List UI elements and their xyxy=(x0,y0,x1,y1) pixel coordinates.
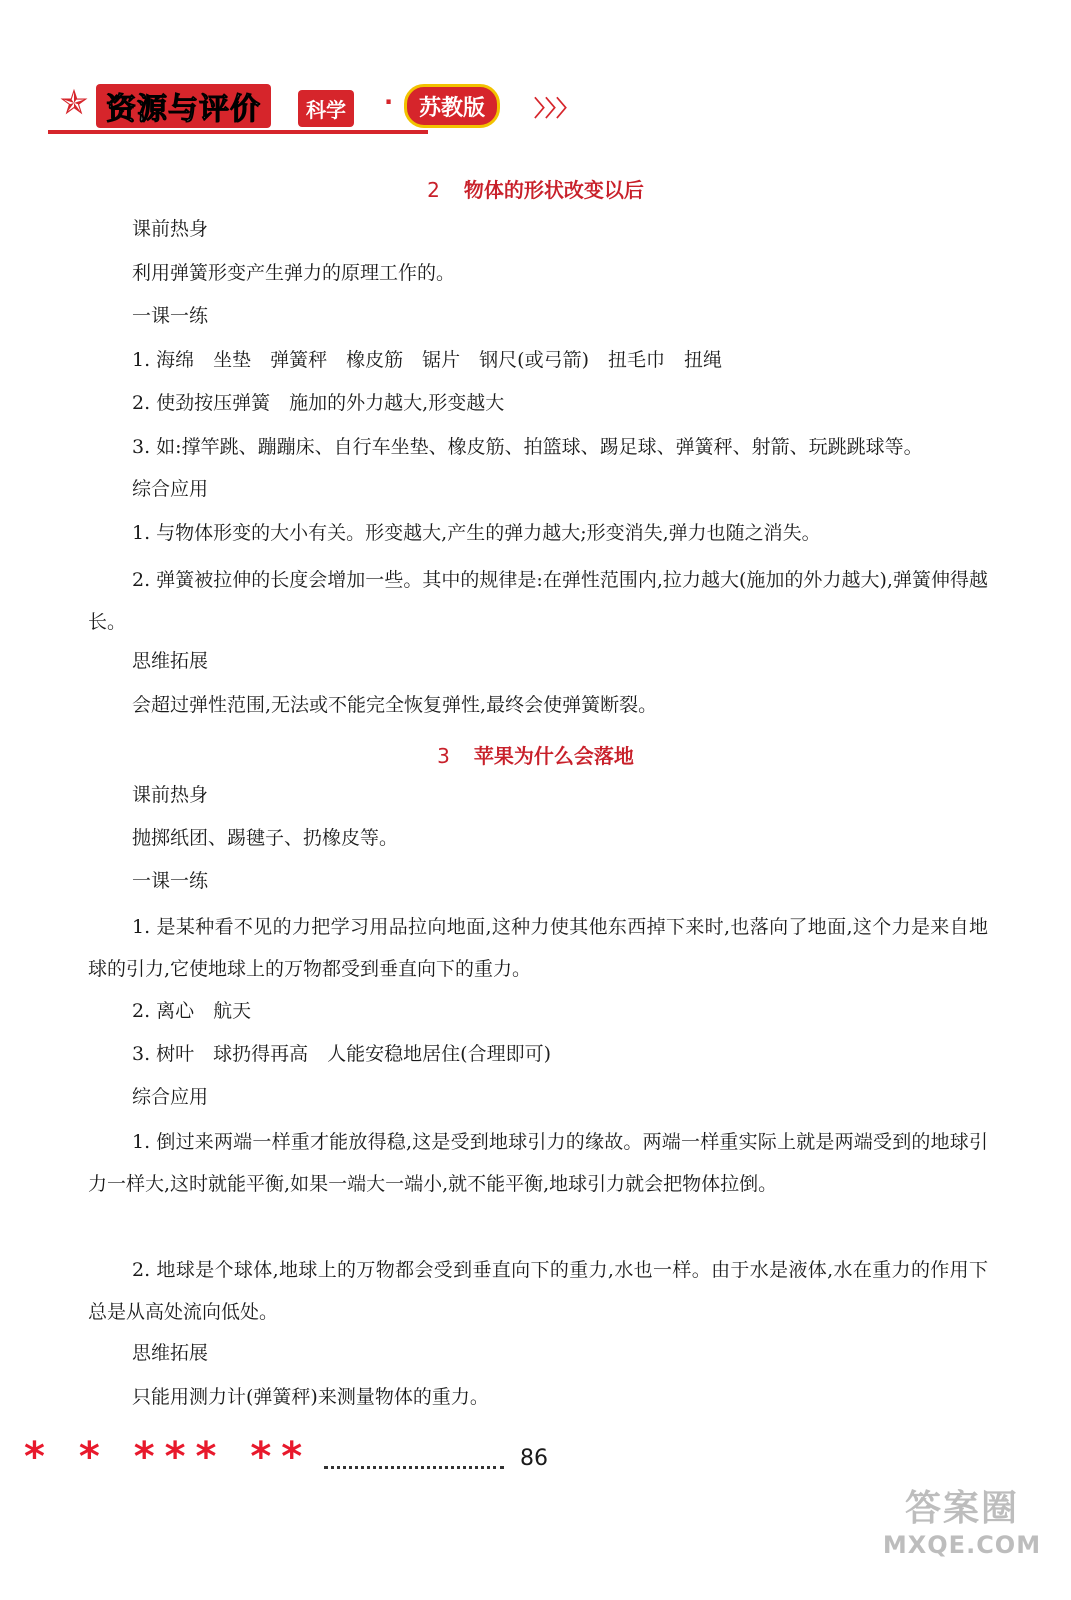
chevron-right-icon: 〉〉〉 xyxy=(534,97,579,122)
extend-heading: 思维拓展 xyxy=(132,650,209,672)
star-decoration-icon: * * *** ** xyxy=(24,1434,313,1480)
section-number: 3 xyxy=(437,744,450,768)
extend-heading: 思维拓展 xyxy=(132,1342,209,1364)
warmup-answer: 利用弹簧形变产生弹力的原理工作的。 xyxy=(132,262,456,284)
watermark-logo: 答案圈 xyxy=(904,1488,1019,1529)
title-separator: · xyxy=(384,88,394,116)
warmup-answer: 抛掷纸团、踢毽子、扔橡皮等。 xyxy=(132,827,399,849)
apply-answer: 1. 与物体形变的大小有关。形变越大,产生的弹力越大;形变消失,弹力也随之消失。 xyxy=(132,522,821,544)
subject-label: 科学 xyxy=(298,90,354,127)
extend-answer: 只能用测力计(弹簧秤)来测量物体的重力。 xyxy=(132,1386,489,1408)
apply-heading: 综合应用 xyxy=(132,478,209,500)
section-title xyxy=(0,740,1071,769)
apply-heading: 综合应用 xyxy=(132,1086,209,1108)
practice-answer: 3. 如:撑竿跳、蹦蹦床、自行车坐垫、橡皮筋、拍篮球、踢足球、弹簧秤、射箭、玩跳跳球等。 xyxy=(132,436,923,458)
section-number: 2 xyxy=(427,178,440,202)
page-footer xyxy=(24,1434,644,1494)
header-underline xyxy=(48,130,428,134)
practice-answer: 3. 树叶 球扔得再高 人能安稳地居住(合理即可) xyxy=(132,1043,551,1065)
apply-answer: 1. 倒过来两端一样重才能放得稳,这是受到地球引力的缘故。两端一样重实际上就是两端受到的地球引力一样大,这时就能平衡,如果一端大一端小,就不能平衡,地球引力就会把物体拉倒。 xyxy=(88,1131,988,1195)
practice-answer: 2. 使劲按压弹簧 施加的外力越大,形变越大 xyxy=(132,392,505,414)
apply-answer: 2. 弹簧被拉伸的长度会增加一些。其中的规律是:在弹性范围内,拉力越大(施加的外力越大),弹簧伸得越长。 xyxy=(88,569,988,633)
header-banner xyxy=(48,78,608,140)
section-title xyxy=(0,174,1071,203)
section-title-text: 物体的形状改变以后 xyxy=(463,178,644,202)
dotted-leader xyxy=(324,1444,504,1469)
practice-answer: 1. 是某种看不见的力把学习用品拉向地面,这种力使其他东西掉下来时,也落向了地面,这个力是来自地球的引力,它使地球上的万物都受到垂直向下的重力。 xyxy=(88,916,988,980)
book-title: 资源与评价 xyxy=(106,92,261,127)
watermark xyxy=(872,1480,1052,1580)
practice-heading: 一课一练 xyxy=(132,870,209,892)
practice-answer: 2. 离心 航天 xyxy=(132,1000,252,1022)
book-title-box xyxy=(96,84,271,128)
star-logo-icon: ✯ xyxy=(59,83,89,123)
practice-answer: 1. 海绵 坐垫 弹簧秤 橡皮筋 锯片 钢尺(或弓箭) 扭毛巾 扭绳 xyxy=(132,349,722,371)
warmup-heading: 课前热身 xyxy=(132,218,209,240)
section-title-text: 苹果为什么会落地 xyxy=(473,744,634,768)
warmup-heading: 课前热身 xyxy=(132,784,209,806)
apply-answer: 2. 地球是个球体,地球上的万物都会受到垂直向下的重力,水也一样。由于水是液体,水在重力的作用下总是从高处流向低处。 xyxy=(88,1259,988,1323)
extend-answer: 会超过弹性范围,无法或不能完全恢复弹性,最终会使弹簧断裂。 xyxy=(132,694,658,716)
watermark-url: MXQE.COM xyxy=(882,1531,1042,1559)
practice-heading: 一课一练 xyxy=(132,305,209,327)
edition-badge: 苏教版 xyxy=(404,84,500,128)
page-number: 86 xyxy=(520,1446,548,1471)
